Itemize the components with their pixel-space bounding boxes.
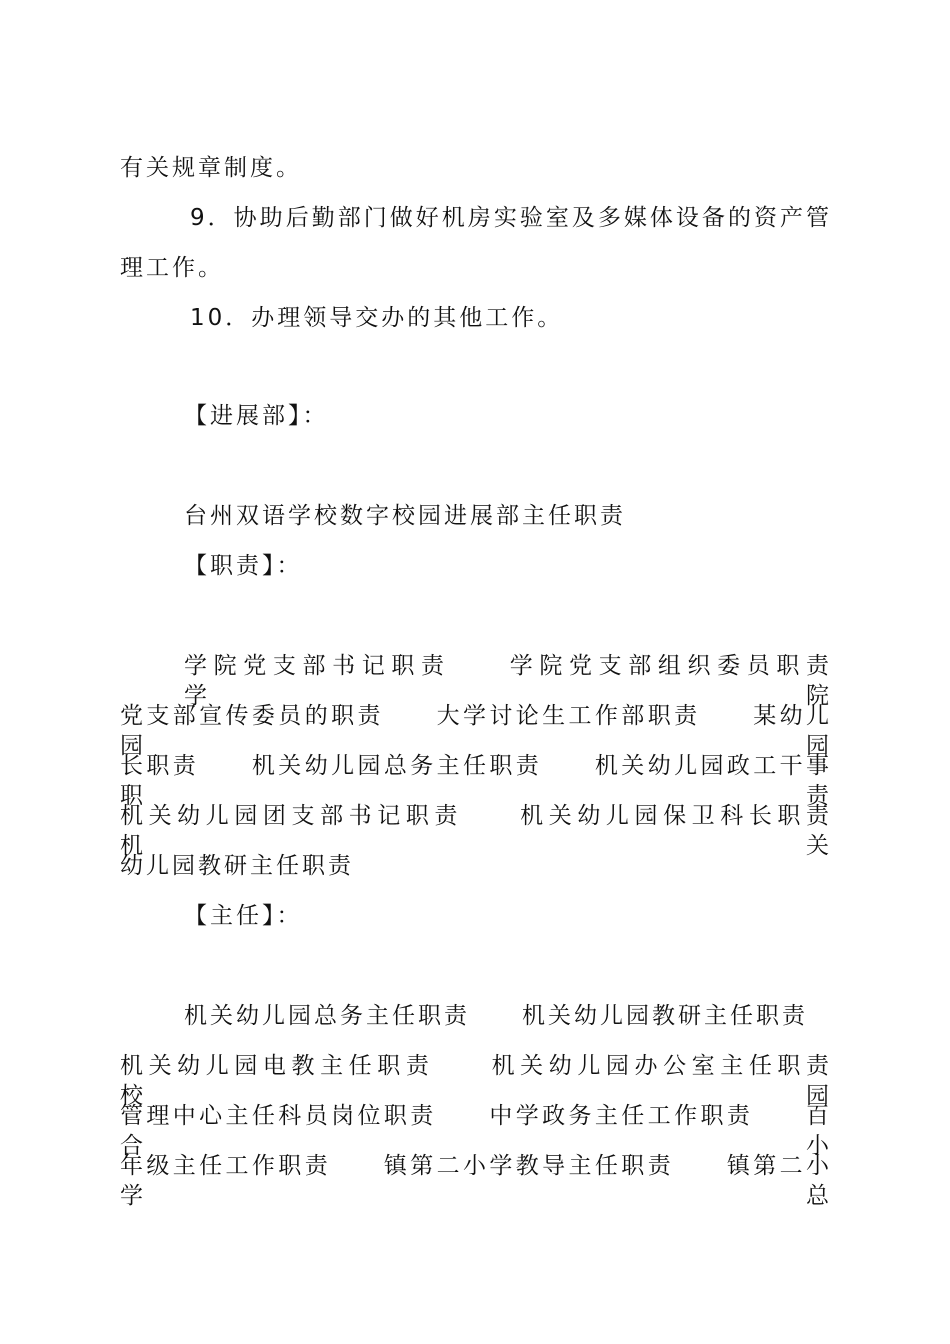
list-item-9: 9．协助后勤部门做好机房实验室及多媒体设备的资产管 (190, 205, 832, 231)
document-title: 台州双语学校数字校园进展部主任职责 (184, 503, 626, 529)
related-links-line: 长职责 机关幼儿园总务主任职责 机关幼儿园政工干事职责 (120, 753, 832, 809)
director-links-line: 年级主任工作职责 镇第二小学教导主任职责 镇第二小学总 (120, 1153, 832, 1209)
list-item-10: 10．办理领导交办的其他工作。 (190, 305, 564, 331)
related-links-line: 学院党支部书记职责 学院党支部组织委员职责 学院 (184, 653, 884, 709)
related-links-line: 机关幼儿园团支部书记职责 机关幼儿园保卫科长职责 机关 (120, 803, 884, 859)
list-item-9-continued: 理工作。 (120, 255, 224, 281)
dept-heading: 【进展部】： (184, 403, 329, 429)
director-links-line: 机关幼儿园电教主任职责 机关幼儿园办公室主任职责 校园 (120, 1053, 884, 1109)
director-links-line: 管理中心主任科员岗位职责 中学政务主任工作职责 百合小 (120, 1103, 832, 1159)
text-line-rules-end: 有关规章制度。 (120, 155, 302, 181)
related-links-line: 幼儿园教研主任职责 (120, 853, 354, 879)
duties-heading: 【职责】： (184, 553, 303, 579)
director-links-line: 机关幼儿园总务主任职责 机关幼儿园教研主任职责 (184, 1003, 808, 1029)
related-links-line: 党支部宣传委员的职责 大学讨论生工作部职责 某幼儿园园 (120, 703, 832, 759)
director-heading: 【主任】： (184, 903, 303, 929)
